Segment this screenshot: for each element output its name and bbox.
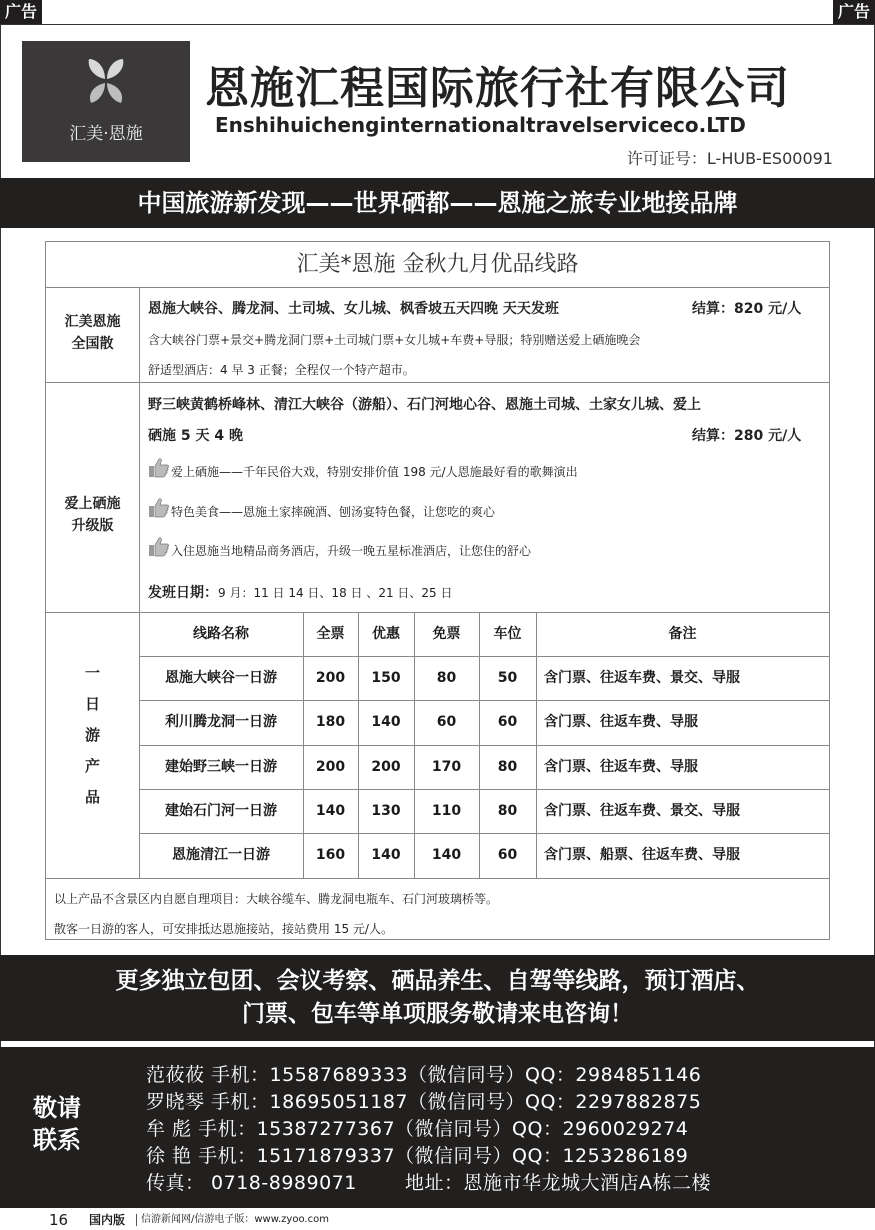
thumbs-up-icon xyxy=(148,458,170,478)
table-cell: 含门票、往返车费、景交、导服 xyxy=(544,670,740,686)
feature-text: 爱上硒施——千年民俗大戏，特别安排价值 198 元/人恩施最好看的歌舞演出 xyxy=(171,465,578,479)
column-header: 免票 xyxy=(432,626,461,642)
company-name-cn: 恩施汇程国际旅行社有限公司 xyxy=(205,63,790,114)
route-price: 结算：820 元/人 xyxy=(692,301,802,317)
table-cell: 60 xyxy=(497,714,518,730)
table-cell: 建始野三峡一日游 xyxy=(165,759,277,775)
slogan-banner: 中国旅游新发现——世界硒都——恩施之旅专业地接品牌 xyxy=(0,178,875,228)
table-cell: 60 xyxy=(436,714,457,730)
category-char: 游 xyxy=(84,726,100,744)
table-cell: 140 xyxy=(315,803,346,819)
table-cell: 恩施大峡谷一日游 xyxy=(165,670,277,686)
contact-person: 牟 彪 手机：15387277367（微信同号）QQ：2960029274 xyxy=(146,1118,689,1140)
promo-banner xyxy=(0,955,875,1041)
table-cell: 150 xyxy=(371,670,401,686)
company-logo xyxy=(22,41,190,162)
table-cell: 160 xyxy=(315,847,346,863)
category-day-tour xyxy=(46,658,139,813)
divider xyxy=(46,878,829,879)
page-number: 16 xyxy=(49,1211,69,1229)
route-desc: 含大峡谷门票+景交+腾龙洞门票+土司城门票+女儿城+车费+导服；特别赠送爱上硒施晚会 xyxy=(148,333,641,347)
category-label: 升级版 xyxy=(71,518,114,534)
table-cell: 80 xyxy=(497,803,518,819)
table-cell: 200 xyxy=(371,759,401,775)
table-cell: 80 xyxy=(497,759,518,775)
product-table xyxy=(45,241,830,940)
address: 地址：恩施市华龙城大酒店A栋二楼 xyxy=(405,1172,711,1194)
feature-text: 入住恩施当地精品商务酒店，升级一晚五星标准酒店，让您住的舒心 xyxy=(171,544,532,558)
category-quanguosan xyxy=(46,311,139,355)
table-cell: 恩施清江一日游 xyxy=(172,847,270,863)
contact-label-line: 敬请 xyxy=(33,1094,81,1122)
table-cell: 110 xyxy=(431,803,462,819)
feature-text: 特色美食——恩施土家摔碗酒、刨汤宴特色餐，让您吃的爽心 xyxy=(171,505,496,519)
table-cell: 含门票、往返车费、景交、导服 xyxy=(544,803,740,819)
page-footer xyxy=(0,1210,875,1230)
promo-line: 更多独立包团、会议考察、硒品养生、自驾等线路，预订酒店、 xyxy=(115,968,760,994)
feature-bullet xyxy=(148,498,495,520)
fax: 传真： 0718-8989071 xyxy=(146,1172,357,1194)
footnote: 以上产品不含景区内自愿自理项目：大峡谷缆车、腾龙洞电瓶车、石门河玻璃桥等。 xyxy=(54,892,499,906)
table-cell: 140 xyxy=(371,847,401,863)
category-upgrade xyxy=(46,493,139,537)
table-cell: 50 xyxy=(497,670,518,686)
route-title: 硒施 5 天 4 晚 xyxy=(148,428,243,444)
table-cell: 140 xyxy=(371,714,401,730)
table-cell: 80 xyxy=(436,670,457,686)
column-header: 全票 xyxy=(316,626,345,642)
footnote: 散客一日游的客人，可安排抵达恩施接站，接站费用 15 元/人。 xyxy=(54,922,393,936)
feature-bullet xyxy=(148,458,578,480)
table-cell: 140 xyxy=(431,847,462,863)
footer-divider xyxy=(136,1214,137,1226)
schedule-value: 9 月：11 日 14 日、18 日 、21 日、25 日 xyxy=(218,586,453,600)
table-cell: 利川腾龙洞一日游 xyxy=(165,714,277,730)
divider xyxy=(46,382,829,383)
schedule-label: 发班日期： xyxy=(148,585,218,601)
category-char: 产 xyxy=(84,757,100,775)
table-cell: 200 xyxy=(315,670,346,686)
category-label: 全国散 xyxy=(71,336,114,352)
ad-label-right: 广告 xyxy=(833,0,875,24)
category-char: 一 xyxy=(84,664,100,682)
column-header: 线路名称 xyxy=(193,626,249,642)
table-cell: 130 xyxy=(371,803,401,819)
table-cell: 含门票、往返车费、导服 xyxy=(544,714,698,730)
thumbs-up-icon xyxy=(148,498,170,518)
butterfly-logo-icon xyxy=(83,55,129,107)
contact-person: 范莜莜 手机：15587689333（微信同号）QQ：2984851146 xyxy=(146,1064,702,1086)
table-cell: 建始石门河一日游 xyxy=(165,803,277,819)
route-desc: 舒适型酒店：4 早 3 正餐；全程仅一个特产超市。 xyxy=(148,363,415,377)
column-header: 优惠 xyxy=(372,626,400,642)
product-table-title: 汇美*恩施 金秋九月优品线路 xyxy=(46,242,829,288)
route-title: 野三峡黄鹤桥峰林、清江大峡谷（游船）、石门河地心谷、恩施土司城、土家女儿城、爱上 xyxy=(148,397,701,413)
site-info: 信游新闻网/信游电子版：www.zyoo.com xyxy=(141,1214,329,1225)
table-cell: 200 xyxy=(315,759,346,775)
promo-line: 门票、包车等单项服务敬请来电咨询！ xyxy=(242,1001,633,1027)
section-label: 国内版 xyxy=(89,1213,126,1227)
ad-label-left: 广告 xyxy=(0,0,42,24)
category-label: 爱上硒施 xyxy=(64,496,121,512)
table-cell: 含门票、往返车费、导服 xyxy=(544,759,698,775)
column-header: 车位 xyxy=(493,626,522,642)
table-cell: 含门票、船票、往返车费、导服 xyxy=(544,847,740,863)
table-cell: 170 xyxy=(431,759,462,775)
table-cell: 180 xyxy=(315,714,346,730)
table-cell: 60 xyxy=(497,847,518,863)
company-name-en: Enshihuichenginternationaltravelserviceco.LTD xyxy=(215,113,746,137)
category-label: 汇美恩施 xyxy=(64,314,121,330)
schedule xyxy=(148,582,453,602)
feature-bullet xyxy=(148,537,531,559)
category-char: 日 xyxy=(84,695,100,713)
contact-label xyxy=(33,1092,81,1156)
route-title: 恩施大峡谷、腾龙洞、土司城、女儿城、枫香坡五天四晚 天天发班 xyxy=(148,301,559,317)
route-price: 结算：280 元/人 xyxy=(692,428,802,444)
column-header: 备注 xyxy=(668,626,697,642)
contact-person: 徐 艳 手机：15171879337（微信同号）QQ：1253286189 xyxy=(146,1145,689,1167)
category-char: 品 xyxy=(84,788,100,806)
license-number: 许可证号：L-HUB-ES00091 xyxy=(626,149,833,168)
logo-text: 汇美·恩施 xyxy=(69,124,143,144)
contact-person: 罗晓琴 手机：18695051187（微信同号）QQ：2297882875 xyxy=(146,1091,702,1113)
thumbs-up-icon xyxy=(148,537,170,557)
contact-label-line: 联系 xyxy=(33,1126,81,1154)
